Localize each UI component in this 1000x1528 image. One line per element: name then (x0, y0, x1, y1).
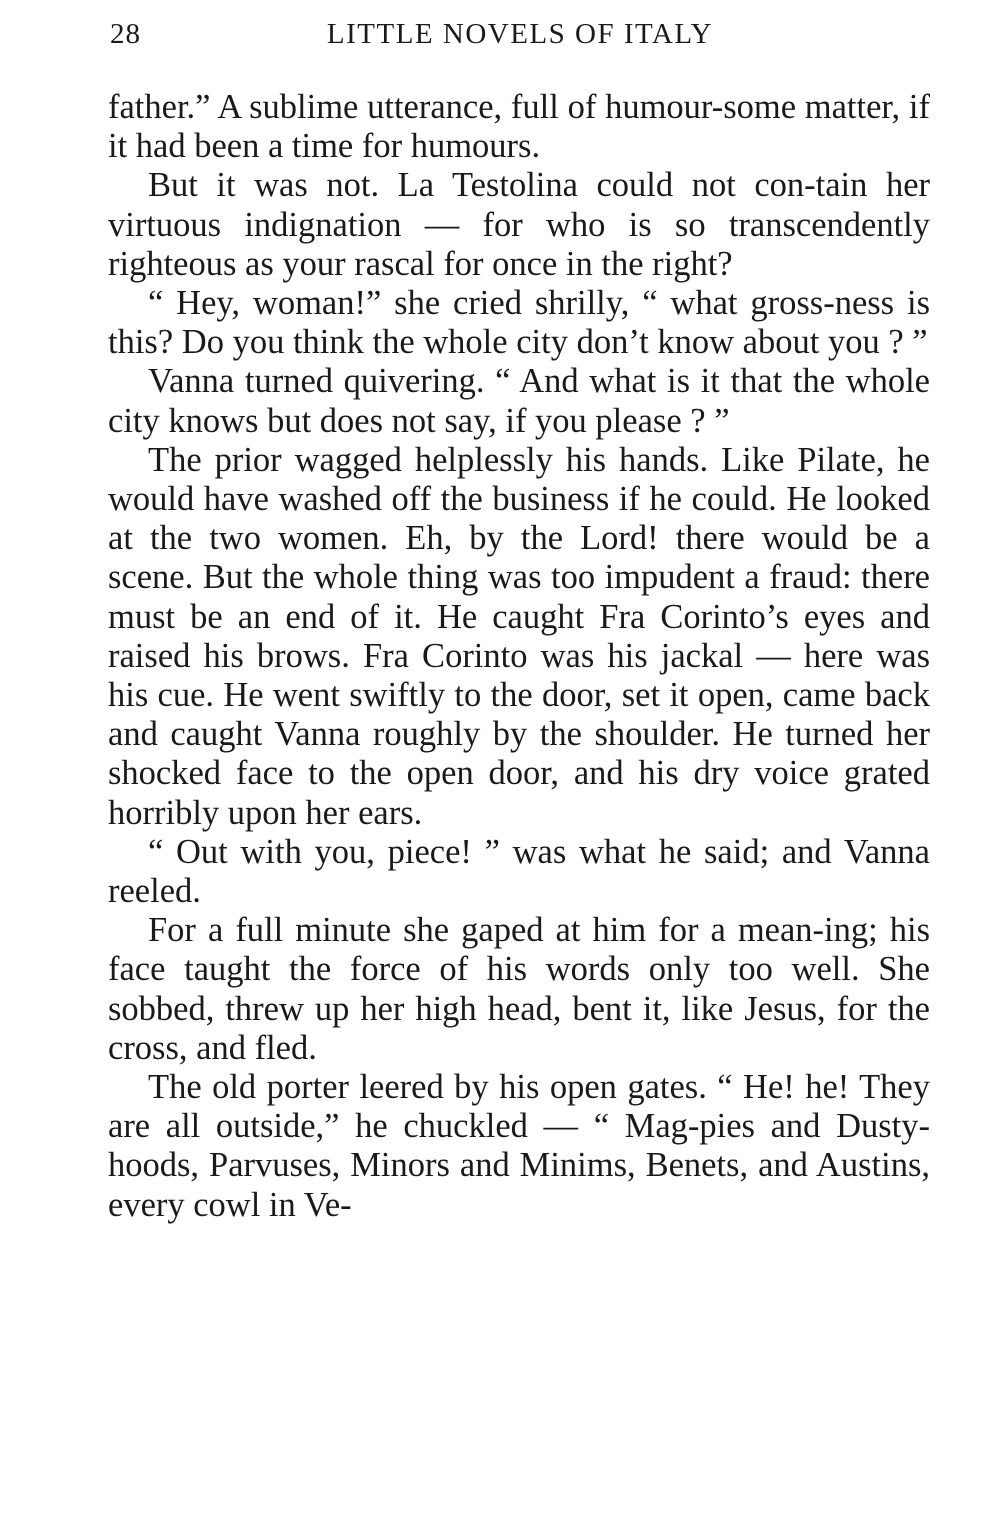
paragraph: But it was not. La Testolina could not con-tain her virtuous indignation — for who is so transcendently righteous as your rascal for once in the right? (108, 166, 930, 283)
paragraph: The prior wagged helplessly his hands. Like Pilate, he would have washed off the business if he could. He looked at the two women. Eh, by the Lord! there would be a scene. But the whole thing was too impudent a fraud: there must be an end of it. He caught Fra Corinto’s eyes and raised his brows. Fra Corinto was his jackal — here was his cue. He went swiftly to the door, set it open, came back and caught Vanna roughly by the shoulder. He turned her shocked face to the open door, and his dry voice grated horribly upon her ears. (108, 440, 930, 832)
paragraph: The old porter leered by his open gates. “ He! he! They are all outside,” he chuckled — “ Mag-pies and Dusty-hoods, Parvuses, Minors and Minims, Benets, and Austins, every cowl in Ve- (108, 1068, 930, 1224)
paragraph: “ Out with you, piece! ” was what he said; and Vanna reeled. (108, 832, 930, 911)
page-header (110, 18, 930, 58)
paragraph: “ Hey, woman!” she cried shrilly, “ what gross-ness is this? Do you think the whole city don’t know about you ? ” (108, 284, 930, 362)
body-text (108, 88, 930, 1225)
page-number: 28 (110, 18, 141, 50)
paragraph: father.” A sublime utterance, full of humour-some matter, if it had been a time for humours. (108, 88, 930, 166)
paragraph: For a full minute she gaped at him for a mean-ing; his face taught the force of his words only too well. She sobbed, threw up her high head, bent it, like Jesus, for the cross, and fled. (108, 911, 930, 1067)
paragraph: Vanna turned quivering. “ And what is it that the whole city knows but does not say, if you please ? ” (108, 362, 930, 440)
running-title: LITTLE NOVELS OF ITALY (326, 18, 714, 50)
